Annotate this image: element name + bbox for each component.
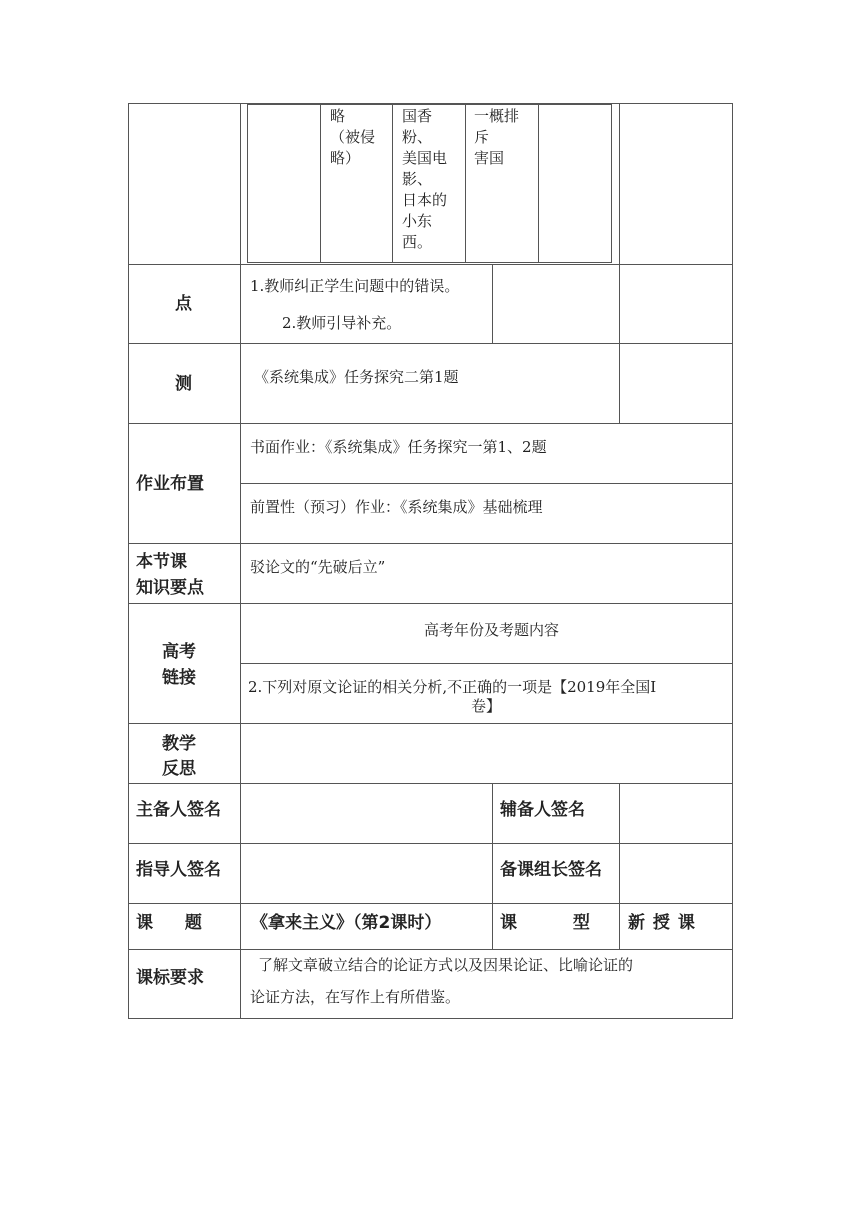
homework-preview: 前置性（预习）作业：《系统集成》基础梳理 — [250, 498, 543, 516]
reflection-label-1: 教学 — [162, 734, 196, 754]
type-value: 新 授 课 — [628, 913, 695, 933]
nested-table-divider — [320, 104, 321, 263]
gaokao-question-2: 卷】 — [471, 697, 502, 715]
table-border-left — [128, 103, 129, 1019]
nested-table-divider — [465, 104, 466, 263]
cell-line: 略） — [330, 149, 361, 167]
cell-line: 斥 — [474, 128, 490, 146]
nested-table-divider — [392, 104, 393, 263]
cell-line: 一概排 — [474, 107, 520, 125]
cell-line: 略 — [330, 107, 346, 125]
cell-line: 影、 — [402, 170, 433, 188]
instructor-label: 指导人签名 — [136, 860, 221, 880]
homework-written: 书面作业：《系统集成》任务探究一第1、2题 — [250, 438, 547, 456]
nested-cell-col4 — [474, 106, 519, 169]
ce-text: 《系统集成》任务探究二第1题 — [254, 368, 459, 386]
row-line — [128, 423, 733, 424]
dian-line-1: 1.教师纠正学生问题中的错误。 — [250, 277, 460, 295]
table-border-right — [732, 103, 733, 1019]
dian-label: 点 — [175, 294, 192, 314]
cell-line: 西。 — [402, 233, 433, 251]
type-label: 课 型 — [500, 913, 590, 933]
gaokao-header: 高考年份及考题内容 — [424, 621, 560, 639]
dian-line-2: 2.教师引导补充。 — [282, 314, 402, 332]
signature-column-divider — [492, 783, 493, 949]
label-column-divider — [240, 103, 241, 1019]
standard-line-2: 论证方法，在写作上有所借鉴。 — [250, 988, 461, 1006]
homework-label: 作业布置 — [136, 474, 204, 494]
keypoints-label-1: 本节课 — [136, 552, 187, 572]
assistant-preparer-label: 辅备人签名 — [500, 800, 585, 820]
keypoints-text: 驳论文的“先破后立” — [250, 558, 386, 576]
cell-line: 害国 — [474, 149, 505, 167]
row-line — [128, 783, 733, 784]
signature-column-divider-2 — [619, 783, 620, 949]
ce-label: 测 — [175, 374, 192, 394]
row-line — [128, 264, 733, 265]
standard-label: 课标要求 — [136, 968, 204, 988]
reflection-label-2: 反思 — [162, 759, 196, 779]
gaokao-label-2: 链接 — [162, 668, 196, 688]
gaokao-question-1: 2.下列对原文论证的相关分析,不正确的一项是【2019年全国Ⅰ — [248, 678, 657, 696]
cell-line: 国香 — [402, 107, 433, 125]
gaokao-label-1: 高考 — [162, 642, 196, 662]
cell-line: 小东 — [402, 212, 433, 230]
right-column-divider — [619, 103, 620, 423]
group-leader-label: 备课组长签名 — [500, 860, 602, 880]
row-line — [128, 843, 733, 844]
row-line — [240, 663, 733, 664]
topic-label: 课 题 — [136, 913, 202, 933]
cell-line: 美国电 — [402, 149, 448, 167]
row-line — [128, 949, 733, 950]
row-line — [240, 483, 733, 484]
row-line — [128, 903, 733, 904]
nested-table-divider — [538, 104, 539, 263]
row-line — [128, 603, 733, 604]
row-line — [128, 1018, 733, 1019]
cell-line: （被侵 — [330, 128, 376, 146]
row-line — [128, 543, 733, 544]
cell-line: 粉、 — [402, 128, 433, 146]
row-line — [128, 723, 733, 724]
nested-cell-col3 — [402, 106, 447, 253]
standard-line-1: 了解文章破立结合的论证方式以及因果论证、比喻论证的 — [258, 956, 634, 974]
row-line — [128, 343, 733, 344]
main-preparer-label: 主备人签名 — [136, 800, 221, 820]
topic-value: 《拿来主义》（第2课时） — [251, 913, 442, 933]
nested-cell-col2 — [330, 106, 375, 169]
keypoints-label-2: 知识要点 — [136, 578, 204, 598]
cell-line: 日本的 — [402, 191, 448, 209]
dian-column-divider — [492, 264, 493, 343]
